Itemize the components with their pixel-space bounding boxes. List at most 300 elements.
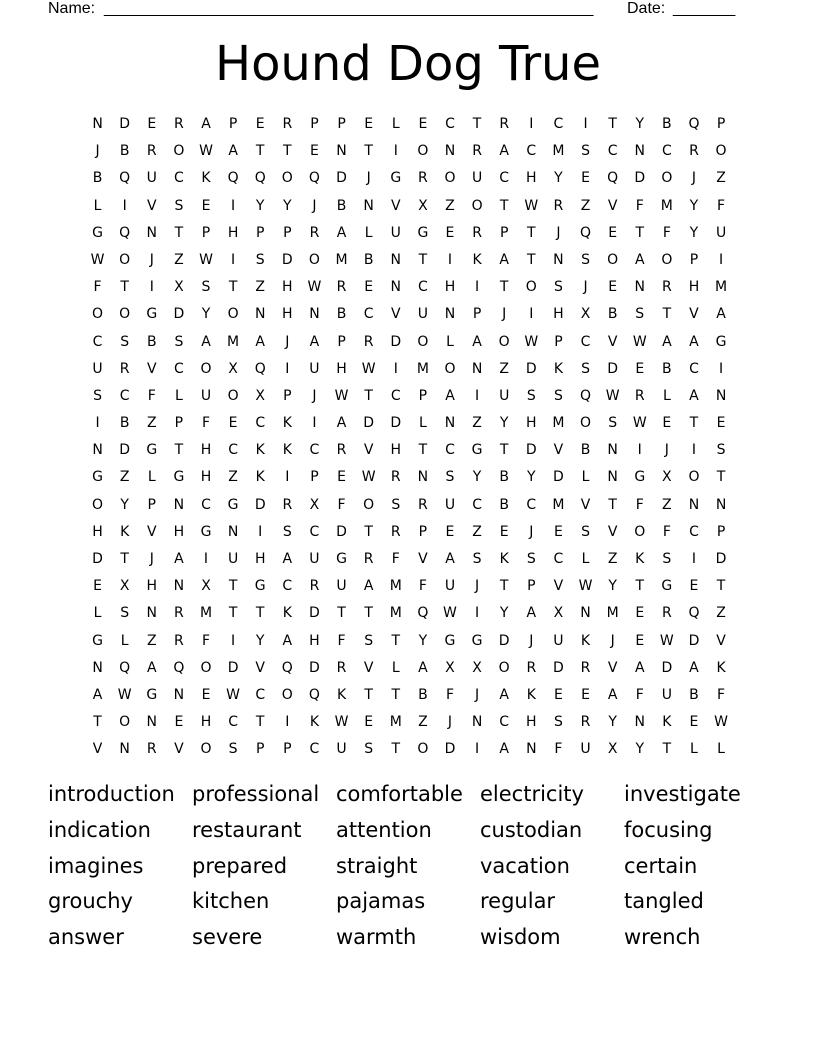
grid-letter: Y [255, 197, 265, 214]
grid-letter: O [715, 143, 727, 160]
grid-letter: T [364, 605, 373, 622]
grid-letter: W [361, 360, 376, 377]
grid-letter: D [92, 551, 103, 567]
grid-letter: O [471, 197, 483, 214]
grid-letter: P [527, 578, 536, 595]
grid-letter: K [499, 551, 509, 567]
grid-letter: Z [472, 523, 482, 540]
grid-letter: W [117, 686, 132, 703]
grid-letter: G [715, 333, 727, 350]
grid-letter: O [417, 741, 429, 758]
grid-letter: O [119, 251, 131, 268]
grid-letter: D [309, 659, 320, 676]
grid-letter: T [608, 116, 617, 132]
grid-letter: E [228, 415, 238, 432]
grid-letter: V [716, 632, 726, 649]
grid-row [84, 329, 736, 356]
word-row [48, 920, 768, 956]
grid-letter: W [632, 333, 647, 350]
grid-letter: K [553, 360, 563, 377]
grid-letter: P [499, 224, 509, 241]
grid-letter: C [607, 143, 618, 160]
grid-letter: O [92, 306, 104, 323]
grid-letter: I [691, 442, 697, 459]
grid-letter: S [581, 360, 590, 377]
grid-letter: B [336, 306, 347, 323]
word-item: grouchy [48, 889, 133, 914]
word-item: professional [192, 782, 320, 806]
grid-letter: A [499, 686, 509, 703]
grid-letter: Y [635, 116, 645, 132]
grid-letter: K [120, 523, 130, 540]
grid-letter: T [499, 279, 509, 296]
grid-letter: A [499, 741, 509, 758]
grid-letter: U [444, 496, 456, 513]
grid-letter: T [635, 578, 645, 595]
grid-letter: B [607, 306, 618, 323]
grid-letter: F [445, 686, 454, 703]
word-item: certain [624, 853, 698, 878]
grid-letter: G [661, 578, 673, 595]
grid-letter: P [174, 415, 184, 432]
grid-letter: S [364, 741, 374, 758]
grid-letter: D [173, 306, 185, 323]
grid-letter: I [719, 251, 724, 268]
grid-letter: C [201, 496, 211, 513]
grid-letter: L [93, 197, 102, 214]
grid-letter: Z [146, 415, 157, 432]
grid-letter: X [445, 659, 455, 676]
grid-letter: U [553, 632, 564, 649]
grid-letter: E [689, 714, 699, 731]
grid-letter: Z [445, 197, 455, 214]
grid-letter: B [336, 197, 347, 214]
grid-letter: G [417, 224, 429, 241]
grid-row [84, 301, 736, 328]
grid-letter: H [146, 578, 158, 595]
grid-letter: A [662, 333, 672, 350]
grid-letter: U [336, 578, 347, 595]
grid-letter: D [607, 360, 619, 377]
grid-letter: E [445, 224, 455, 241]
grid-letter: E [364, 116, 374, 132]
grid-letter: P [716, 116, 726, 132]
grid-letter: L [690, 741, 698, 758]
grid-letter: V [146, 197, 157, 214]
grid-letter: X [472, 659, 482, 676]
grid-letter: M [227, 333, 240, 350]
grid-letter: I [231, 197, 236, 214]
grid-letter: X [174, 279, 184, 296]
grid-letter: R [661, 605, 672, 622]
grid-letter: B [689, 686, 699, 703]
grid-letter: K [309, 714, 320, 731]
grid-letter: S [228, 741, 238, 758]
grid-letter: H [526, 415, 537, 432]
grid-letter: U [444, 578, 456, 595]
grid-letter: T [364, 143, 373, 160]
word-row [48, 884, 768, 920]
grid-letter: Q [281, 659, 293, 676]
grid-letter: A [634, 251, 645, 268]
grid-letter: J [312, 197, 317, 214]
grid-letter: X [418, 197, 428, 214]
grid-letter: Q [688, 605, 700, 622]
grid-letter: H [200, 442, 212, 459]
word-item: focusing [624, 817, 713, 842]
grid-letter: D [336, 170, 347, 187]
grid-letter: J [149, 551, 154, 567]
grid-letter: Y [499, 415, 509, 432]
grid-letter: Y [499, 605, 509, 622]
grid-letter: N [146, 224, 158, 241]
grid-letter: X [580, 306, 591, 323]
grid-letter: E [364, 714, 374, 731]
grid-letter: A [634, 659, 645, 676]
grid-letter: E [255, 116, 265, 132]
grid-letter: U [715, 224, 727, 241]
grid-letter: C [689, 523, 699, 540]
grid-letter: Y [283, 197, 292, 214]
grid-letter: J [529, 523, 534, 540]
grid-letter: I [231, 632, 236, 649]
grid-letter: S [526, 551, 536, 567]
word-item: tangled [624, 889, 704, 914]
grid-letter: O [634, 523, 646, 540]
grid-letter: L [120, 632, 129, 649]
grid-letter: B [499, 496, 509, 513]
grid-letter: T [255, 714, 265, 731]
date-label: Date: [627, 0, 666, 17]
grid-letter: T [499, 578, 509, 595]
grid-letter: G [227, 496, 239, 513]
grid-letter: T [527, 251, 536, 268]
word-row [48, 777, 768, 813]
grid-letter: R [146, 741, 157, 758]
grid-row [84, 546, 736, 573]
grid-letter: N [444, 143, 456, 160]
grid-letter: N [363, 197, 374, 214]
grid-letter: G [146, 442, 158, 459]
grid-letter: I [447, 251, 453, 268]
grid-letter: F [717, 197, 726, 214]
grid-letter: Y [255, 632, 265, 649]
grid-letter: E [201, 686, 211, 703]
grid-letter: K [255, 469, 265, 486]
grid-letter: L [717, 741, 725, 758]
grid-letter: W [659, 632, 674, 649]
grid-letter: N [119, 741, 130, 758]
grid-letter: H [92, 523, 103, 540]
word-item: indication [48, 817, 151, 842]
grid-letter: L [391, 116, 400, 132]
grid-letter: E [635, 360, 645, 377]
grid-letter: V [146, 360, 157, 377]
grid-row [84, 736, 736, 763]
grid-letter: R [336, 279, 347, 296]
grid-letter: P [716, 523, 726, 540]
grid-letter: W [632, 415, 647, 432]
grid-letter: E [689, 578, 699, 595]
grid-letter: P [472, 306, 482, 323]
grid-letter: J [312, 387, 317, 404]
grid-letter: U [471, 170, 483, 187]
grid-letter: Q [119, 659, 131, 676]
grid-letter: U [580, 741, 591, 758]
word-item: restaurant [192, 817, 302, 842]
grid-letter: O [363, 496, 375, 513]
grid-letter: O [417, 143, 429, 160]
grid-letter: D [390, 415, 402, 432]
grid-letter: F [717, 686, 726, 703]
grid-letter: K [526, 686, 536, 703]
grid-letter: N [173, 578, 185, 595]
grid-letter: M [552, 415, 565, 432]
grid-letter: Z [228, 469, 238, 486]
grid-letter: H [309, 632, 320, 649]
grid-letter: A [174, 551, 184, 567]
grid-letter: N [227, 523, 239, 540]
grid-letter: L [364, 224, 373, 241]
grid-letter: U [390, 224, 401, 241]
grid-letter: K [716, 659, 726, 676]
grid-letter: O [200, 741, 212, 758]
grid-letter: F [391, 551, 400, 567]
grid-row [84, 682, 736, 709]
grid-letter: T [716, 578, 726, 595]
grid-letter: A [499, 251, 509, 268]
grid-letter: S [581, 251, 590, 268]
grid-letter: C [363, 306, 374, 323]
grid-letter: Z [146, 632, 157, 649]
grid-letter: T [499, 197, 509, 214]
grid-letter: A [472, 333, 482, 350]
grid-letter: R [526, 659, 537, 676]
grid-letter: E [716, 415, 726, 432]
word-item: kitchen [192, 889, 270, 914]
grid-letter: T [364, 387, 373, 404]
grid-letter: E [174, 714, 184, 731]
grid-letter: R [309, 224, 320, 241]
grid-letter: T [228, 605, 238, 622]
grid-letter: Z [580, 197, 591, 214]
grid-letter: R [174, 632, 184, 649]
grid-letter: V [553, 442, 564, 459]
grid-letter: J [149, 251, 154, 268]
grid-letter: D [444, 741, 456, 758]
grid-letter: I [637, 442, 642, 459]
grid-row [84, 274, 736, 301]
grid-letter: O [444, 170, 456, 187]
grid-letter: E [201, 197, 211, 214]
grid-letter: E [147, 116, 157, 132]
grid-letter: H [526, 714, 537, 731]
grid-letter: L [418, 415, 427, 432]
grid-letter: T [228, 279, 238, 296]
word-item: warmth [336, 925, 417, 950]
grid-letter: Y [635, 741, 645, 758]
grid-letter: A [201, 116, 211, 132]
grid-letter: C [417, 279, 428, 296]
grid-row [84, 655, 736, 682]
grid-letter: O [92, 496, 104, 513]
grid-letter: G [471, 632, 483, 649]
grid-letter: F [662, 224, 671, 241]
grid-letter: R [689, 143, 699, 160]
grid-letter: C [173, 360, 184, 377]
grid-letter: U [146, 170, 157, 187]
grid-letter: X [309, 496, 320, 513]
grid-letter: D [553, 659, 564, 676]
grid-letter: P [228, 116, 238, 132]
grid-letter: H [282, 306, 293, 323]
grid-letter: I [393, 143, 398, 160]
grid-letter: N [634, 714, 645, 731]
word-item: pajamas [336, 889, 426, 914]
grid-letter: A [282, 551, 293, 567]
grid-letter: C [309, 741, 320, 758]
grid-letter: P [147, 496, 156, 513]
word-item: regular [480, 889, 556, 914]
grid-letter: K [201, 170, 211, 187]
grid-letter: A [201, 333, 211, 350]
grid-letter: S [120, 333, 130, 350]
grid-letter: Z [255, 279, 265, 296]
grid-letter: I [719, 360, 724, 377]
grid-row [84, 193, 736, 220]
grid-letter: A [92, 686, 103, 703]
word-item: custodian [480, 817, 583, 842]
grid-letter: C [445, 442, 455, 459]
grid-letter: A [255, 333, 265, 350]
grid-row [84, 220, 736, 247]
grid-letter: V [607, 197, 618, 214]
grid-letter: T [337, 605, 346, 622]
grid-letter: W [334, 387, 349, 404]
grid-letter: X [119, 578, 130, 595]
grid-row [84, 709, 736, 736]
grid-letter: I [203, 551, 209, 567]
grid-letter: Q [254, 360, 266, 377]
grid-letter: N [173, 496, 185, 513]
grid-letter: R [553, 197, 564, 214]
grid-letter: R [580, 659, 591, 676]
grid-letter: Q [119, 224, 131, 241]
grid-letter: P [310, 469, 319, 486]
grid-letter: O [281, 686, 293, 703]
grid-letter: P [418, 387, 428, 404]
grid-letter: E [553, 686, 563, 703]
grid-letter: I [475, 279, 480, 296]
grid-letter: K [635, 551, 645, 567]
word-item: prepared [192, 853, 288, 878]
grid-letter: O [498, 659, 510, 676]
grid-letter: C [255, 686, 266, 703]
grid-letter: Y [608, 578, 617, 595]
grid-letter: E [581, 170, 590, 187]
grid-letter: C [445, 116, 455, 132]
grid-letter: V [553, 578, 564, 595]
letter-grid [84, 111, 736, 764]
word-item: investigate [624, 782, 741, 806]
grid-row [84, 573, 736, 600]
grid-letter: Y [527, 469, 536, 486]
grid-letter: M [199, 605, 213, 622]
grid-letter: S [635, 306, 645, 323]
grid-letter: E [608, 279, 618, 296]
grid-row [84, 410, 736, 437]
grid-letter: B [146, 333, 157, 350]
grid-letter: Y [201, 306, 211, 323]
grid-row [84, 247, 736, 274]
grid-letter: W [714, 714, 728, 731]
grid-letter: K [282, 415, 292, 432]
grid-letter: D [634, 170, 646, 187]
grid-letter: C [689, 360, 699, 377]
grid-letter: R [472, 143, 482, 160]
grid-letter: N [417, 469, 429, 486]
grid-letter: N [471, 714, 483, 731]
grid-letter: S [662, 551, 672, 567]
grid-row [84, 437, 736, 464]
grid-letter: E [635, 605, 645, 622]
grid-letter: G [173, 469, 185, 486]
grid-letter: G [634, 469, 646, 486]
grid-letter: P [201, 224, 211, 241]
grid-letter: A [689, 387, 699, 404]
grid-row [84, 138, 736, 165]
name-blank-line: _______________________________________________________ [104, 0, 594, 17]
grid-letter: T [120, 279, 129, 296]
grid-letter: O [200, 360, 212, 377]
grid-letter: C [526, 496, 537, 513]
grid-letter: J [502, 306, 507, 323]
grid-letter: A [228, 143, 238, 160]
grid-letter: G [92, 224, 103, 241]
grid-letter: W [199, 251, 213, 268]
grid-letter: J [529, 632, 534, 649]
grid-letter: D [498, 632, 510, 649]
grid-letter: Y [554, 170, 563, 187]
grid-letter: Z [119, 469, 130, 486]
grid-letter: F [418, 578, 427, 595]
grid-row [84, 628, 736, 655]
grid-letter: Z [716, 170, 726, 187]
grid-letter: P [255, 741, 265, 758]
grid-letter: C [282, 578, 293, 595]
grid-letter: W [443, 605, 457, 622]
word-item: introduction [48, 782, 175, 806]
grid-letter: U [200, 387, 212, 404]
grid-letter: R [146, 143, 157, 160]
grid-letter: K [282, 442, 292, 459]
grid-letter: J [583, 279, 588, 296]
grid-letter: N [634, 279, 645, 296]
grid-letter: I [529, 116, 534, 132]
grid-letter: P [337, 333, 346, 350]
grid-letter: S [120, 605, 130, 622]
grid-letter: U [309, 360, 320, 377]
grid-letter: Y [689, 224, 699, 241]
grid-letter: N [607, 442, 618, 459]
grid-letter: K [336, 686, 347, 703]
grid-letter: A [445, 387, 455, 404]
grid-letter: D [525, 442, 537, 459]
grid-letter: C [119, 387, 130, 404]
grid-letter: W [90, 251, 105, 268]
word-item: wrench [624, 925, 701, 950]
grid-letter: O [661, 251, 673, 268]
